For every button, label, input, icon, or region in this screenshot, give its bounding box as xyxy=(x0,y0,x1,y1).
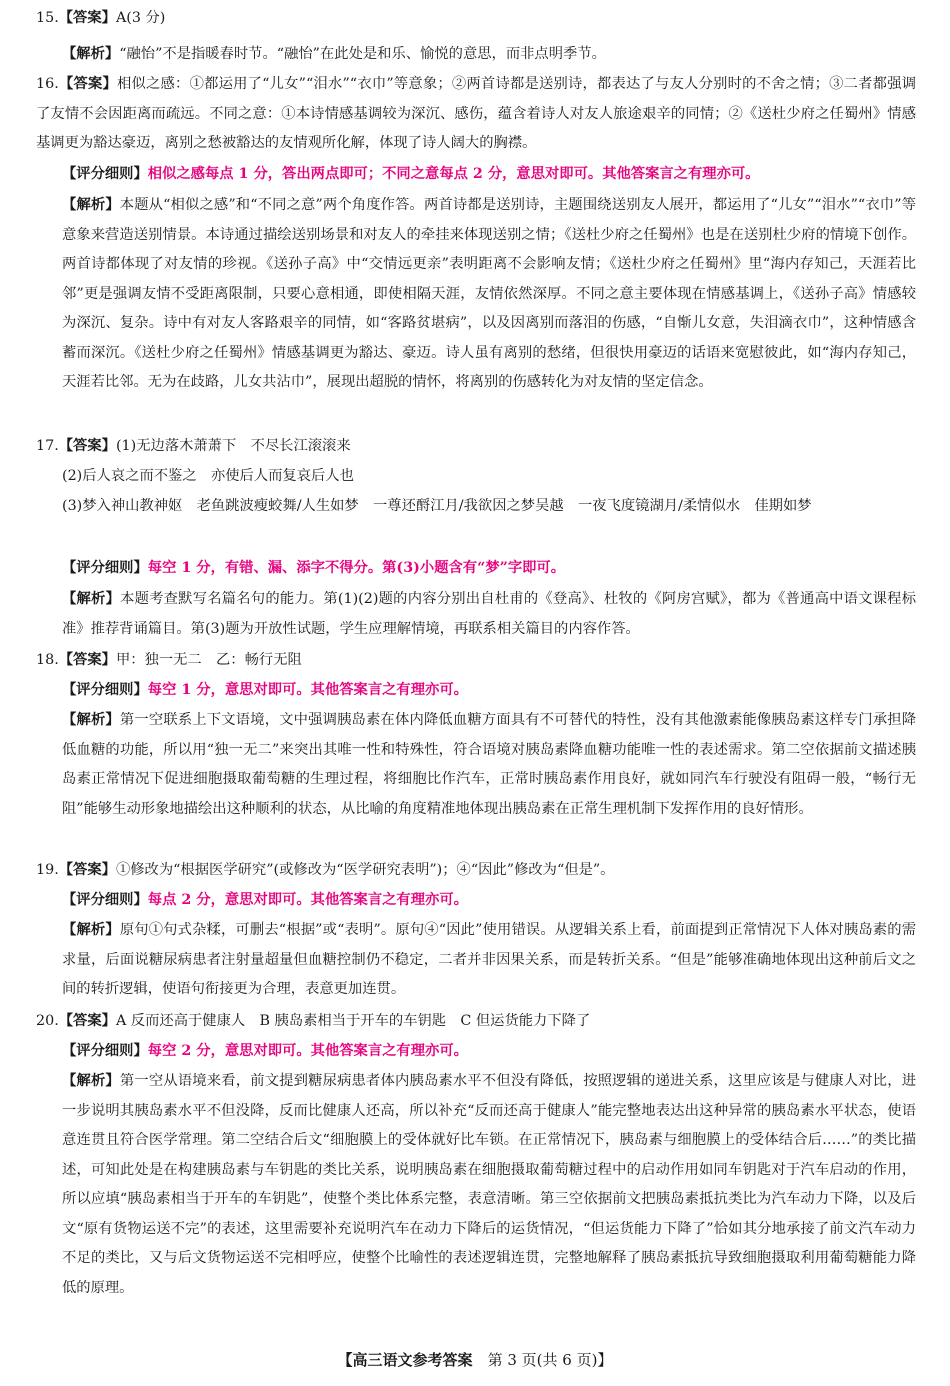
q19-explanation-text: 原句①句式杂糅，可删去“根据”或“表明”。原句④“因此”使用错误。从逻辑关系上看，前面提到正常情况下人体对胰岛素的需求量，后面说糖尿病患者注射量超量但血糖控制仍不稳定，二者并非因果关系，而是转折关系。“但是”能够准确地体现出这种前后文之间的转折逻辑，使语句衔接更为合理，表意更加连贯。 xyxy=(62,922,916,997)
q17-number: 17. xyxy=(36,438,59,454)
q16-answer: 相似之感：①都运用了“儿女”“泪水”“衣巾”等意象；②两首诗都是送别诗，都表达了与友人分别时的不舍之情；③二者都强调了友情不会因距离而疏远。不同之意：①本诗情感基调较为深沉、感伤，蕴含着诗人对友人旅途艰辛的同情；②《送杜少府之任蜀州》情感基调更为豁达豪迈，离别之愁被豁达的友情观所化解，体现了诗人阔大的胸襟。 xyxy=(36,76,917,151)
q15-answer-line xyxy=(36,4,916,34)
q19-scoring-text: 每点 2 分，意思对即可。其他答案言之有理亦可。 xyxy=(147,892,468,908)
q17-answer-3: (3)梦入神山教神妪 老鱼跳波瘦蛟舞/人生如梦 一尊还酹江月/我欲因之梦吴越 一夜飞度镜湖月/柔情似水 佳期如梦 xyxy=(62,498,812,514)
q19-explanation xyxy=(62,916,916,1005)
q18-answer-line xyxy=(36,646,916,676)
q17-answer-1: (1)无边落木萧萧下 不尽长江滚滚来 xyxy=(115,438,351,454)
q20-scoring-rule xyxy=(62,1037,916,1067)
q17-answer-2: (2)后人哀之而不鉴之 亦使后人而复哀后人也 xyxy=(62,468,354,484)
q18-number: 18. xyxy=(36,652,59,668)
footer-title: 【高三语文参考答案 xyxy=(337,1351,473,1369)
q20-answer-tag: 【答案】 xyxy=(58,1013,116,1029)
q15-number: 15. xyxy=(36,10,59,26)
q15-explanation-text: “融怡”不是指暖春时节。“融怡”在此处是和乐、愉悦的意思，而非点明季节。 xyxy=(119,46,606,62)
q19-explanation-tag: 【解析】 xyxy=(62,922,120,938)
q20-number: 20. xyxy=(36,1013,59,1029)
q17-answer-tag: 【答案】 xyxy=(58,438,116,454)
q15-explanation xyxy=(62,40,916,70)
q16-answer-tag: 【答案】 xyxy=(58,76,118,92)
q17-scoring-text: 每空 1 分，有错、漏、添字不得分。第(3)小题含有“梦”字即可。 xyxy=(147,560,566,576)
q16-number: 16. xyxy=(36,76,59,92)
q18-explanation-tag: 【解析】 xyxy=(62,712,120,728)
q20-scoring-tag: 【评分细则】 xyxy=(62,1043,148,1059)
footer-page-number: 第 3 页(共 6 页)】 xyxy=(487,1351,613,1369)
q18-explanation xyxy=(62,706,916,824)
q18-scoring-rule xyxy=(62,676,916,706)
q15-answer-tag: 【答案】 xyxy=(58,10,116,26)
q20-answer-line xyxy=(36,1007,916,1037)
q19-number: 19. xyxy=(36,862,59,878)
q19-answer: ①修改为“根据医学研究”(或修改为“医学研究表明”)；④“因此”修改为“但是”。 xyxy=(115,862,615,878)
q18-scoring-text: 每空 1 分，意思对即可。其他答案言之有理亦可。 xyxy=(147,682,468,698)
q20-scoring-text: 每空 2 分，意思对即可。其他答案言之有理亦可。 xyxy=(147,1043,468,1059)
q17-explanation-text: 本题考查默写名篇名句的能力。第(1)(2)题的内容分别出自杜甫的《登高》、杜牧的《阿房宫赋》，都为《普通高中语文课程标准》推荐背诵篇目。第(3)题为开放性试题，学生应理解情境，再联系相关篇目的内容作答。 xyxy=(62,591,916,637)
q20-answer: A 反而还高于健康人 B 胰岛素相当于开车的车钥匙 C 但运货能力下降了 xyxy=(115,1013,591,1029)
q18-scoring-tag: 【评分细则】 xyxy=(62,682,148,698)
q17-scoring-tag: 【评分细则】 xyxy=(62,560,148,576)
q16-scoring-tag: 【评分细则】 xyxy=(62,166,148,182)
q19-scoring-rule xyxy=(62,886,916,916)
q17-explanation xyxy=(62,585,916,644)
q15-explanation-tag: 【解析】 xyxy=(62,46,120,62)
q16-scoring-rule xyxy=(62,160,916,190)
q18-explanation-text: 第一空联系上下文语境，文中强调胰岛素在体内降低血糖方面具有不可替代的特性，没有其他激素能像胰岛素这样专门承担降低血糖的功能，所以用“独一无二”来突出其唯一性和特殊性，符合语境对胰岛素降血糖功能唯一性的表述需求。第二空依据前文描述胰岛素正常情况下促进细胞摄取葡萄糖的生理过程，将细胞比作汽车，正常时胰岛素作用良好，就如同汽车行驶没有阻碍一般，“畅行无阻”能够生动形象地描绘出这种顺利的状态，从比喻的角度精准地体现出胰岛素在正常生理机制下发挥作用的良好情形。 xyxy=(62,712,917,817)
q17-explanation-tag: 【解析】 xyxy=(62,591,121,607)
q17-scoring-rule xyxy=(62,554,916,584)
q19-answer-tag: 【答案】 xyxy=(58,862,116,878)
q20-explanation xyxy=(62,1067,916,1303)
q20-explanation-tag: 【解析】 xyxy=(62,1073,120,1089)
q18-answer: 甲：独一无二 乙：畅行无阻 xyxy=(115,652,302,668)
page-footer xyxy=(0,1348,950,1372)
q16-explanation xyxy=(62,191,916,398)
q16-scoring-text: 相似之感每点 1 分，答出两点即可；不同之意每点 2 分，意思对即可。其他答案言之有理亦可。 xyxy=(147,166,760,182)
q19-answer-line xyxy=(36,856,916,886)
q20-explanation-text: 第一空从语境来看，前文提到糖尿病患者体内胰岛素水平不但没有降低，按照逻辑的递进关系，这里应该是与健康人对比，进一步说明其胰岛素水平不但没降，反而比健康人还高，所以补充“反而还高于健康人”能完整地表达出这种异常的胰岛素水平状态，使语意连贯且符合医学常理。第二空结合后文“细胞膜上的受体就好比车锁。在正常情况下，胰岛素与细胞膜上的受体结合后……”的类比描述，可知此处是在构建胰岛素与车钥匙的类比关系，说明胰岛素在细胞摄取葡萄糖过程中的启动作用如同车钥匙对于汽车启动的作用，所以应填“胰岛素相当于开车的车钥匙”，使整个类比体系完整，表意清晰。第三空依据前文把胰岛素抵抗类比为汽车动力下降，以及后文“原有货物运送不完”的表述，这里需要补充说明汽车在动力下降后的运货情况，“但运货能力下降了”恰如其分地承接了前文汽车动力不足的类比，又与后文货物运送不完相呼应，使整个比喻性的表述逻辑连贯，完整地解释了胰岛素抵抗导致细胞摄取利用葡萄糖能力降低的原理。 xyxy=(62,1073,917,1296)
q16-answer-block xyxy=(36,70,916,159)
q16-explanation-tag: 【解析】 xyxy=(62,197,120,213)
q15-answer: A(3 分) xyxy=(115,10,166,26)
q16-explanation-text: 本题从“相似之感”和“不同之意”两个角度作答。两首诗都是送别诗，主题围绕送别友人展开，都运用了“儿女”“泪水”“衣巾”等意象来营造送别情景。本诗通过描绘送别场景和对友人的牵挂来体现送别之情；《送杜少府之任蜀州》也是在送别杜少府的情境下创作。两首诗都体现了对友情的珍视。《送孙子高》中“交情远更亲”表明距离不会影响友情；《送杜少府之任蜀州》里“海内存知己，天涯若比邻”更是强调友情不受距离限制，只要心意相通，即使相隔天涯，友情依然深厚。不同之意主要体现在情感基调上，《送孙子高》情感较为深沉、复杂。诗中有对友人客路艰辛的同情，如“客路贫堪病”，以及因离别而落泪的伤感，“自惭儿女意，失泪滴衣巾”，这种情感含蓄而深沉。《送杜少府之任蜀州》情感基调更为豁达、豪迈。诗人虽有离别的愁绪，但很快用豪迈的话语来宽慰彼此，如“海内存知己，天涯若比邻。无为在歧路，儿女共沾巾”，展现出超脱的情怀，将离别的伤感转化为对友情的坚定信念。 xyxy=(62,197,917,390)
q17-answer-line xyxy=(36,432,916,462)
q18-answer-tag: 【答案】 xyxy=(58,652,116,668)
q19-scoring-tag: 【评分细则】 xyxy=(62,892,148,908)
